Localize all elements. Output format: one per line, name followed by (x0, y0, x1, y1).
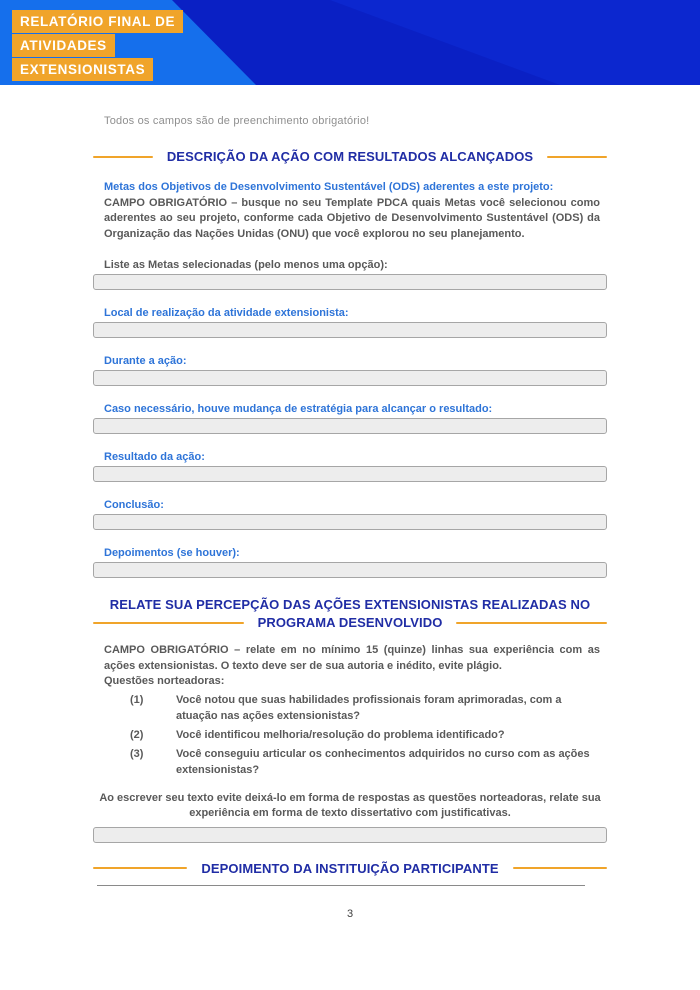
banner-title-line-1: RELATÓRIO FINAL DE (12, 10, 183, 33)
field-input-depoimentos[interactable] (93, 562, 607, 578)
field-input-relato-percepcao[interactable] (93, 827, 607, 843)
question-text: Você notou que suas habilidades profissionais foram aprimoradas, com a atuação nas ações extensionistas? (176, 693, 562, 722)
field-label-mudanca-estrategia: Caso necessário, houve mudança de estratégia para alcançar o resultado: (104, 403, 493, 415)
orange-rule-left (93, 622, 244, 624)
section3-heading: DEPOIMENTO DA INSTITUIÇÃO PARTICIPANTE (201, 860, 499, 876)
banner-title-line-2: ATIVIDADES (12, 34, 115, 57)
section1-heading-row (93, 149, 607, 164)
list-item (93, 727, 607, 743)
question-text: Você conseguiu articular os conhecimentos adquiridos no curso com as ações extensionistas? (176, 747, 590, 776)
page-header-banner (0, 0, 700, 85)
orange-rule-right (547, 156, 607, 158)
list-item (93, 692, 607, 724)
section1-intro (104, 180, 600, 242)
question-number: (1) (130, 693, 144, 706)
field-input-conclusao[interactable] (93, 514, 607, 530)
section1-intro-lead: Metas dos Objetivos de Desenvolvimento Sustentável (ODS) aderentes a este projeto: (104, 181, 554, 193)
section2-intro (104, 643, 600, 690)
question-number: (3) (130, 747, 144, 760)
field-label-conclusao: Conclusão: (104, 499, 164, 511)
orange-rule-right (456, 622, 607, 624)
page-number: 3 (346, 907, 354, 920)
section1-intro-body: CAMPO OBRIGATÓRIO – busque no seu Template PDCA quais Metas você selecionou como aderentes ao seu projeto, conforme cada Objetivo de Desenvolvimento Sustentável (ODS) da Organização das Nações Unidas (ONU) que você explorou no seu planejamento. (104, 196, 600, 240)
section2-heading-line1: RELATE SUA PERCEPÇÃO DAS AÇÕES EXTENSIONISTAS REALIZADAS NO (109, 597, 591, 612)
section2-intro-text: CAMPO OBRIGATÓRIO – relate em no mínimo 15 (quinze) linhas sua experiência com as ações extensionistas. O texto deve ser de sua autoria e inédito, evite plágio. (104, 644, 600, 672)
section-divider-line (97, 885, 585, 886)
question-text: Você identificou melhoria/resolução do problema identificado? (176, 728, 505, 741)
guiding-questions-list (93, 692, 607, 778)
section2-heading-line2: PROGRAMA DESENVOLVIDO (257, 615, 443, 630)
section1-heading: DESCRIÇÃO DA AÇÃO COM RESULTADOS ALCANÇADOS (166, 149, 534, 164)
list-item (93, 746, 607, 778)
question-number: (2) (130, 728, 144, 741)
field-input-resultado-acao[interactable] (93, 466, 607, 482)
field-label-local-realizacao: Local de realização da atividade extensionista: (104, 307, 349, 319)
section3-heading-row (93, 861, 607, 876)
orange-rule-left (93, 156, 153, 158)
page-content (0, 115, 700, 920)
field-input-metas-selecionadas[interactable] (93, 274, 607, 290)
field-label-metas-selecionadas: Liste as Metas selecionadas (pelo menos uma opção): (104, 259, 388, 271)
guiding-questions-label: Questões norteadoras: (104, 675, 225, 687)
field-input-mudanca-estrategia[interactable] (93, 418, 607, 434)
required-fields-note: Todos os campos são de preenchimento obrigatório! (104, 115, 370, 127)
field-label-durante-acao: Durante a ação: (104, 355, 187, 367)
banner-title-line-3: EXTENSIONISTAS (12, 58, 153, 81)
field-label-resultado-acao: Resultado da ação: (104, 451, 205, 463)
orange-rule-left (93, 867, 187, 869)
orange-rule-right (513, 867, 607, 869)
field-input-local-realizacao[interactable] (93, 322, 607, 338)
section1-fields (93, 259, 607, 578)
section2-heading-line2-row (93, 615, 607, 630)
field-input-durante-acao[interactable] (93, 370, 607, 386)
banner-title (12, 10, 183, 82)
field-label-depoimentos: Depoimentos (se houver): (104, 547, 240, 559)
writing-advice: Ao escrever seu texto evite deixá-lo em forma de respostas as questões norteadoras, relate sua experiência em forma de texto dissertativo com justificativas. (99, 791, 601, 819)
